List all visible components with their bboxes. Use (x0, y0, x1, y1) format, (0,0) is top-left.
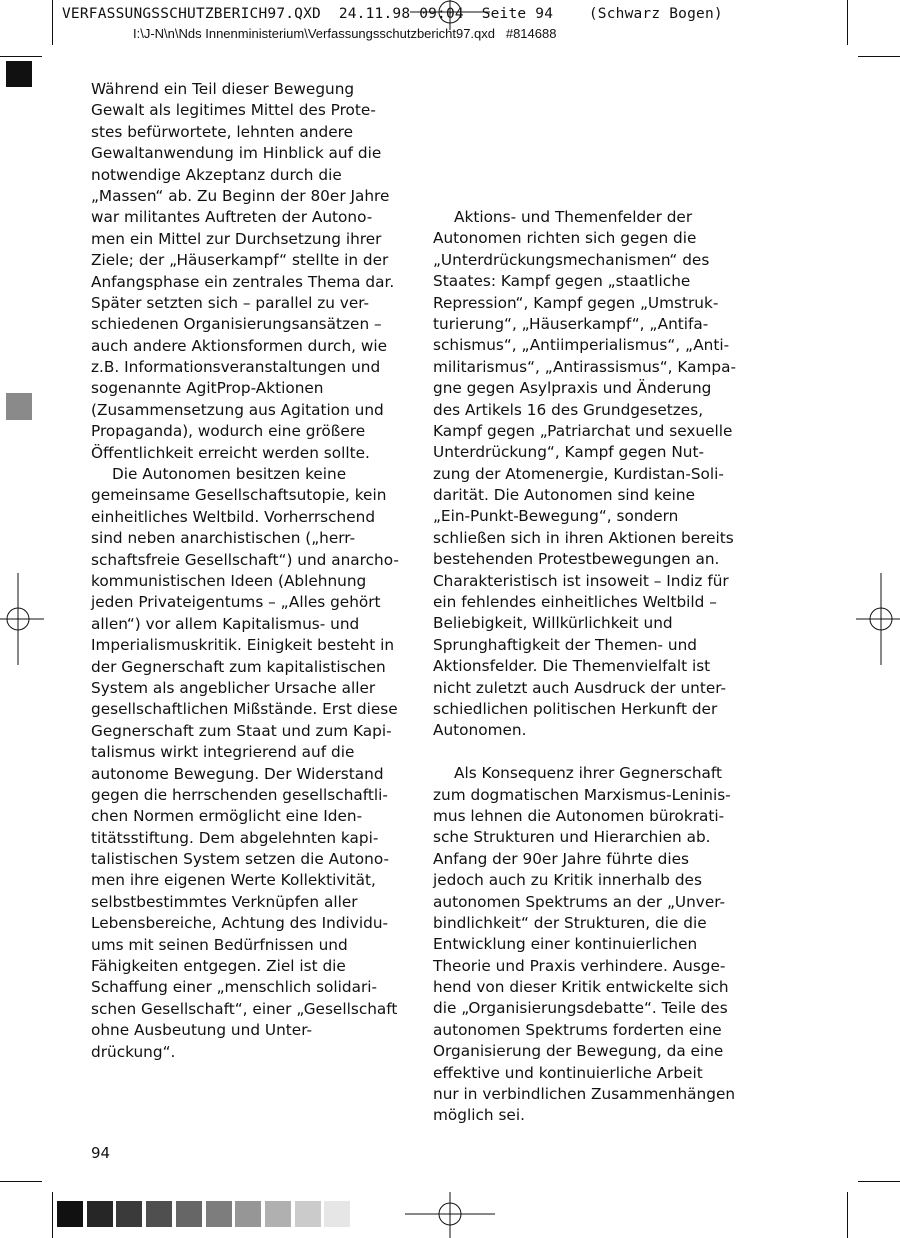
text-line: Gewalt als legitimes Mittel des Prote- (91, 101, 376, 120)
text-line: Schaffung einer „menschlich solidari- (91, 978, 378, 997)
text-line: zum dogmatischen Marxismus-Leninis- (433, 785, 731, 804)
text-line: notwendige Akzeptanz durch die (91, 165, 342, 184)
text-line: autonome Bewegung. Der Widerstand (91, 764, 384, 783)
text-line: men ein Mittel zur Durchsetzung ihrer (91, 229, 382, 248)
text-line: zung der Atomenergie, Kurdistan-Soli- (433, 464, 724, 483)
text-line: jedoch auch zu Kritik innerhalb des (433, 871, 702, 890)
text-line: System als angeblicher Ursache aller (91, 678, 376, 697)
text-line: schiedlichen politischen Herkunft der (433, 699, 718, 718)
grey-swatch (146, 1201, 172, 1227)
text-line: sche Strukturen und Hierarchien ab. (433, 828, 711, 847)
text-line: bindlichkeit“ der Strukturen, die die (433, 913, 707, 932)
text-line: war militantes Auftreten der Autono- (91, 208, 373, 227)
text-line: Unterdrückung“, Kampf gegen Nut- (433, 443, 705, 462)
text-line: sind neben anarchistischen („herr- (91, 529, 356, 548)
text-line: Gewaltanwendung im Hinblick auf die (91, 144, 382, 163)
text-line: talismus wirkt integrierend auf die (91, 743, 355, 762)
text-line: Später setzten sich – parallel zu ver- (91, 293, 370, 312)
text-line: Aktions- und Themenfelder der (454, 208, 693, 226)
text-line: nur in verbindlichen Zusammenhängen (433, 1085, 736, 1104)
text-line: möglich sei. (433, 1106, 525, 1125)
text-line: z.B. Informationsveranstaltungen und (91, 358, 381, 377)
crop-mark-bottom-right-horizontal (858, 1181, 900, 1182)
registration-square-grey (6, 393, 32, 420)
crop-mark-top-right-horizontal (858, 56, 900, 57)
grey-swatch (176, 1201, 202, 1227)
text-line: Staates: Kampf gegen „staatliche (433, 272, 691, 291)
text-line: ohne Ausbeutung und Unter- (91, 1021, 313, 1040)
text-line: allen“) vor allem Kapitalismus- und (91, 614, 360, 633)
text-line: schiedenen Organisierungsansätzen – (91, 315, 382, 334)
text-line: ums mit seinen Bedürfnissen und (91, 935, 348, 954)
registration-target-top-icon (405, 0, 495, 30)
crop-mark-top-right-vertical (847, 0, 848, 45)
text-line: effektive und kontinuierliche Arbeit (433, 1063, 703, 1082)
text-line: Beliebigkeit, Willkürlichkeit und (433, 614, 673, 633)
text-line: kommunistischen Ideen (Ablehnung (91, 571, 367, 590)
grey-swatch (295, 1201, 321, 1227)
text-line: ein fehlendes einheitliches Weltbild – (433, 593, 717, 612)
text-line: nicht zuletzt auch Ausdruck der unter- (433, 678, 727, 697)
text-line: Theorie und Praxis verhindere. Ausge- (433, 956, 726, 975)
text-line: „Unterdrückungsmechanismen“ des (433, 250, 710, 269)
registration-target-left-icon (0, 573, 44, 665)
text-line: Autonomen richten sich gegen die (433, 229, 697, 248)
text-line: Während ein Teil dieser Bewegung (91, 80, 355, 98)
text-line: „Massen“ ab. Zu Beginn der 80er Jahre (91, 186, 390, 205)
text-line: drückung“. (91, 1042, 176, 1061)
text-line: turierung“, „Häuserkampf“, „Antifa- (433, 314, 709, 333)
text-line: gesellschaftlichen Mißstände. Erst diese (91, 700, 398, 719)
grey-swatch (206, 1201, 232, 1227)
left-text-column (91, 79, 399, 1063)
text-line: die „Organisierungsdebatte“. Teile des (433, 999, 728, 1018)
right-text-column (433, 207, 736, 1127)
text-line: schaftsfreie Gesellschaft“) und anarcho- (91, 550, 399, 569)
text-line: Autonomen. (433, 721, 527, 740)
registration-square-black (6, 61, 32, 87)
crop-mark-top-left-vertical (52, 0, 53, 45)
text-line: Die Autonomen besitzen keine (112, 465, 347, 484)
text-line: auch andere Aktionsformen durch, wie (91, 336, 388, 355)
text-line: schen Gesellschaft“, einer „Gesellschaft (91, 999, 398, 1018)
text-line: einheitliches Weltbild. Vorherrschend (91, 507, 376, 526)
text-line: sogenannte AgitProp-Aktionen (91, 379, 324, 398)
text-line: Propaganda), wodurch eine größere (91, 422, 366, 441)
text-line: Anfang der 90er Jahre führte dies (433, 849, 689, 868)
text-line: Charakteristisch ist insoweit – Indiz für (433, 571, 729, 590)
text-line: Öffentlichkeit erreicht werden sollte. (91, 443, 370, 462)
text-line: autonomen Spektrums an der „Unver- (433, 892, 726, 911)
text-line: bestehenden Protestbewegungen an. (433, 550, 720, 569)
crop-mark-bottom-left-horizontal (0, 1181, 42, 1182)
text-line: men ihre eigenen Werte Kollektivität, (91, 871, 376, 890)
registration-target-right-icon (856, 573, 900, 665)
text-line: schismus“, „Antiimperialismus“, „Anti- (433, 336, 730, 355)
text-line: Sprunghaftigkeit der Themen- und (433, 635, 697, 654)
text-line: Organisierung der Bewegung, da eine (433, 1042, 724, 1061)
crop-mark-top-left-horizontal (0, 56, 42, 57)
text-line: Ziele; der „Häuserkampf“ stellte in der (91, 251, 389, 270)
slug-line-file-info: VERFASSUNGSSCHUTZBERICH97.QXD 24.11.98 09:04 Seite 94 (Schwarz Bogen) (62, 6, 723, 22)
text-line: der Gegnerschaft zum kapitalistischen (91, 657, 386, 676)
text-line: autonomen Spektrums forderten eine (433, 1020, 722, 1039)
crop-mark-bottom-left-vertical (52, 1192, 53, 1238)
text-line: chen Normen ermöglicht eine Iden- (91, 807, 363, 826)
text-line: Aktionsfelder. Die Themenvielfalt ist (433, 657, 711, 676)
grey-swatch (116, 1201, 142, 1227)
text-line: gne gegen Asylpraxis und Änderung (433, 379, 712, 398)
text-line: Gegnerschaft zum Staat und zum Kapi- (91, 721, 392, 740)
text-line: Als Konsequenz ihrer Gegnerschaft (454, 764, 723, 783)
text-line: mus lehnen die Autonomen bürokrati- (433, 806, 725, 825)
grey-swatch (235, 1201, 261, 1227)
text-line: hend von dieser Kritik entwickelte sich (433, 978, 729, 997)
text-line: darität. Die Autonomen sind keine (433, 486, 696, 505)
text-line: des Artikels 16 des Grundgesetzes, (433, 400, 704, 419)
grey-swatch (87, 1201, 113, 1227)
text-line: schließen sich in ihren Aktionen bereits (433, 528, 734, 547)
text-line: Imperialismuskritik. Einigkeit besteht in (91, 636, 395, 655)
text-line: stes befürwortete, lehnten andere (91, 122, 353, 141)
grey-swatch (324, 1201, 350, 1227)
text-line: Repression“, Kampf gegen „Umstruk- (433, 293, 719, 312)
registration-target-bottom-icon (405, 1192, 495, 1238)
text-line: Fähigkeiten entgegen. Ziel ist die (91, 957, 346, 976)
text-line: titätsstiftung. Dem abgelehnten kapi- (91, 828, 379, 847)
grey-swatch (57, 1201, 83, 1227)
text-line: gemeinsame Gesellschaftsutopie, kein (91, 486, 387, 505)
text-line: Anfangsphase ein zentrales Thema dar. (91, 272, 395, 291)
text-line: Lebensbereiche, Achtung des Individu- (91, 914, 389, 933)
page-number: 94 (91, 1144, 111, 1162)
text-line: Kampf gegen „Patriarchat und sexuelle (433, 421, 733, 440)
text-line: selbstbestimmtes Verknüpfen aller (91, 892, 358, 911)
crop-mark-bottom-right-vertical (847, 1192, 848, 1238)
text-line: Entwicklung einer kontinuierlichen (433, 935, 698, 954)
slug-line-file-path: I:\J-N\n\Nds Innenministerium\Verfassungsschutzbericht97.qxd #814688 (133, 26, 557, 41)
text-line: jeden Privateigentums – „Alles gehört (91, 593, 381, 612)
text-line: militarismus“, „Antirassismus“, Kampa- (433, 357, 737, 376)
text-line: (Zusammensetzung aus Agitation und (91, 400, 384, 419)
grey-swatch (265, 1201, 291, 1227)
text-line: talistischen System setzen die Autono- (91, 850, 390, 869)
text-line: „Ein-Punkt-Bewegung“, sondern (433, 507, 679, 526)
text-line: gegen die herrschenden gesellschaftli- (91, 785, 388, 804)
